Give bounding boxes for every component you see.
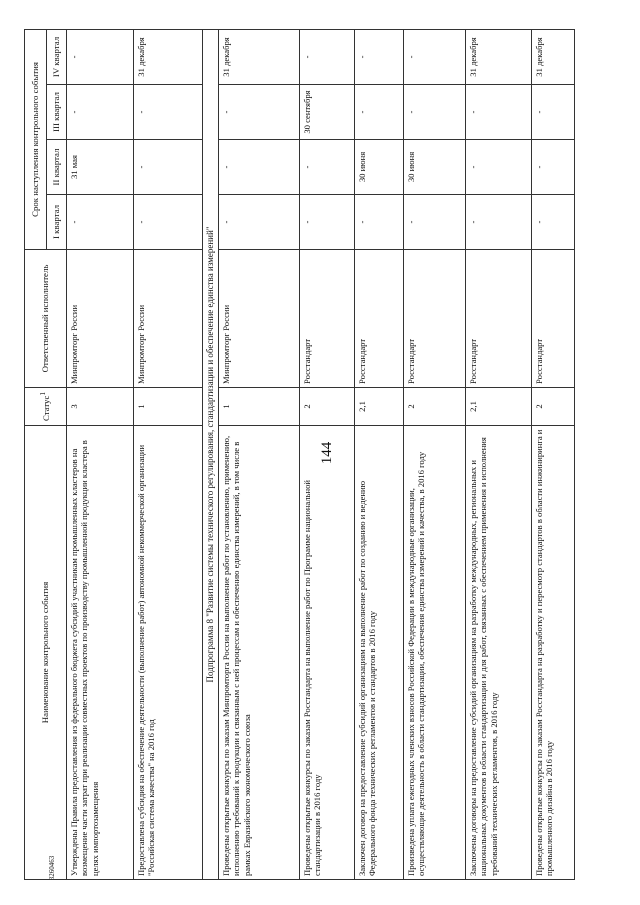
responsible-cell: Росстандарт [531, 250, 574, 388]
q4-deadline-cell: - [299, 29, 354, 84]
responsible-cell: Росстандарт [403, 250, 465, 388]
q1-deadline-cell: - [465, 195, 531, 250]
q3-deadline-cell: - [67, 85, 134, 140]
q2-deadline-cell: - [218, 140, 299, 195]
q4-deadline-cell: - [403, 29, 465, 84]
status-cell: 3 [67, 388, 134, 426]
table-row [465, 29, 531, 879]
header-name: Наименование контрольного события [25, 426, 67, 880]
responsible-cell: Минпромторг России [134, 250, 203, 388]
q2-deadline-cell: - [465, 140, 531, 195]
q1-deadline-cell: - [403, 195, 465, 250]
section-title: Подпрограмма 8 "Развитие системы технического регулирования, стандартизации и обеспечение единства измерений" [203, 29, 219, 879]
table-row [67, 29, 134, 879]
header-q4: IV квартал [47, 29, 67, 84]
responsible-cell: Росстандарт [299, 250, 354, 388]
responsible-cell: Минпромторг России [67, 250, 134, 388]
q1-deadline-cell: - [218, 195, 299, 250]
q3-deadline-cell: - [218, 85, 299, 140]
responsible-cell: Росстандарт [465, 250, 531, 388]
status-cell: 2,1 [354, 388, 403, 426]
q4-deadline-cell: - [67, 29, 134, 84]
header-responsible: Ответственный исполнитель [25, 250, 67, 388]
table-row [218, 29, 299, 879]
table-row [134, 29, 203, 879]
q2-deadline-cell: - [531, 140, 574, 195]
event-name-cell: Проведены открытые конкурсы по заказам Минпромторга России на выполнение работ по установлению, применению, исполнению требований к продукции и связанным с ней процессам и обеспечению единства измерений, в том числе в рамках Евразийского экономического союза [218, 426, 299, 880]
control-events-table [24, 29, 575, 880]
q2-deadline-cell: 30 июня [403, 140, 465, 195]
q2-deadline-cell: - [299, 140, 354, 195]
event-name-cell: Заключены договоры на предоставление субсидий организациям на разработку международных, региональных и национальных документов в области стандартизации и для работ, связанных с обеспечением применения и исполнения требований технических регламентов, в 2016 году [465, 426, 531, 880]
header-q3: III квартал [47, 85, 67, 140]
responsible-cell: Минпромторг России [218, 250, 299, 388]
q2-deadline-cell: 31 мая [67, 140, 134, 195]
table-row [354, 29, 403, 879]
rotated-page-content [24, 30, 609, 880]
q4-deadline-cell: 31 декабря [465, 29, 531, 84]
table-row [403, 29, 465, 879]
status-cell: 1 [134, 388, 203, 426]
event-name-cell: Заключен договор на предоставление субсидий организациям на выполнение работ по созданию и ведению Федерального фонда технических регламентов и стандартов в 2016 году [354, 426, 403, 880]
responsible-cell: Росстандарт [354, 250, 403, 388]
q4-deadline-cell: - [354, 29, 403, 84]
event-name-cell: Предоставлена субсидия на обеспечение деятельности (выполнение работ) автономной некоммерческой организации "Российская система качества" на 2016 год [134, 426, 203, 880]
page-number: 144 [318, 441, 335, 465]
table-body-after [218, 29, 574, 879]
table-row [531, 29, 574, 879]
header-status: Статус$^1$ [25, 388, 67, 426]
table-header [25, 29, 67, 879]
header-deadline-group: Срок наступления контрольного события [25, 29, 47, 249]
q1-deadline-cell: - [299, 195, 354, 250]
table-row [299, 29, 354, 879]
q3-deadline-cell: - [531, 85, 574, 140]
event-name-cell: Проведены открытые конкурсы по заказам Росстандарта на разработку и пересмотр стандартов в области инжиниринга и промышленного дизайна в 2016 году [531, 426, 574, 880]
q1-deadline-cell: - [134, 195, 203, 250]
table-body-before [67, 29, 203, 879]
status-cell: 2 [299, 388, 354, 426]
document-code: 3260463 [48, 855, 56, 881]
q4-deadline-cell: 31 декабря [531, 29, 574, 84]
q1-deadline-cell: - [531, 195, 574, 250]
event-name-cell: Проведены открытые конкурсы по заказам Росстандарта на выполнение работ по Программе национальной стандартизации в 2016 году [299, 426, 354, 880]
header-q2: II квартал [47, 140, 67, 195]
q2-deadline-cell: - [134, 140, 203, 195]
q1-deadline-cell: - [67, 195, 134, 250]
header-q1: I квартал [47, 195, 67, 250]
status-cell: 2 [531, 388, 574, 426]
q3-deadline-cell: - [403, 85, 465, 140]
q3-deadline-cell: - [354, 85, 403, 140]
status-cell: 1 [218, 388, 299, 426]
q4-deadline-cell: 31 декабря [218, 29, 299, 84]
q3-deadline-cell: - [134, 85, 203, 140]
section-heading-body [203, 29, 219, 879]
status-cell: 2 [403, 388, 465, 426]
q3-deadline-cell: - [465, 85, 531, 140]
status-cell: 2,1 [465, 388, 531, 426]
q4-deadline-cell: 31 декабря [134, 29, 203, 84]
q1-deadline-cell: - [354, 195, 403, 250]
event-name-cell: Утверждены Правила предоставления из федерального бюджета субсидий участникам промышленных кластеров на возмещение части затрат при реализации совместных проектов по производству промышленной продукции кластера в целях импортозамещения [67, 426, 134, 880]
event-name-cell: Произведена уплата ежегодных членских взносов Российской Федерации в международные организации, осуществляющие деятельность в области стандартизации, обеспечения единства измерений и качества, в 2016 году [403, 426, 465, 880]
q3-deadline-cell: 30 сентября [299, 85, 354, 140]
q2-deadline-cell: 30 июня [354, 140, 403, 195]
